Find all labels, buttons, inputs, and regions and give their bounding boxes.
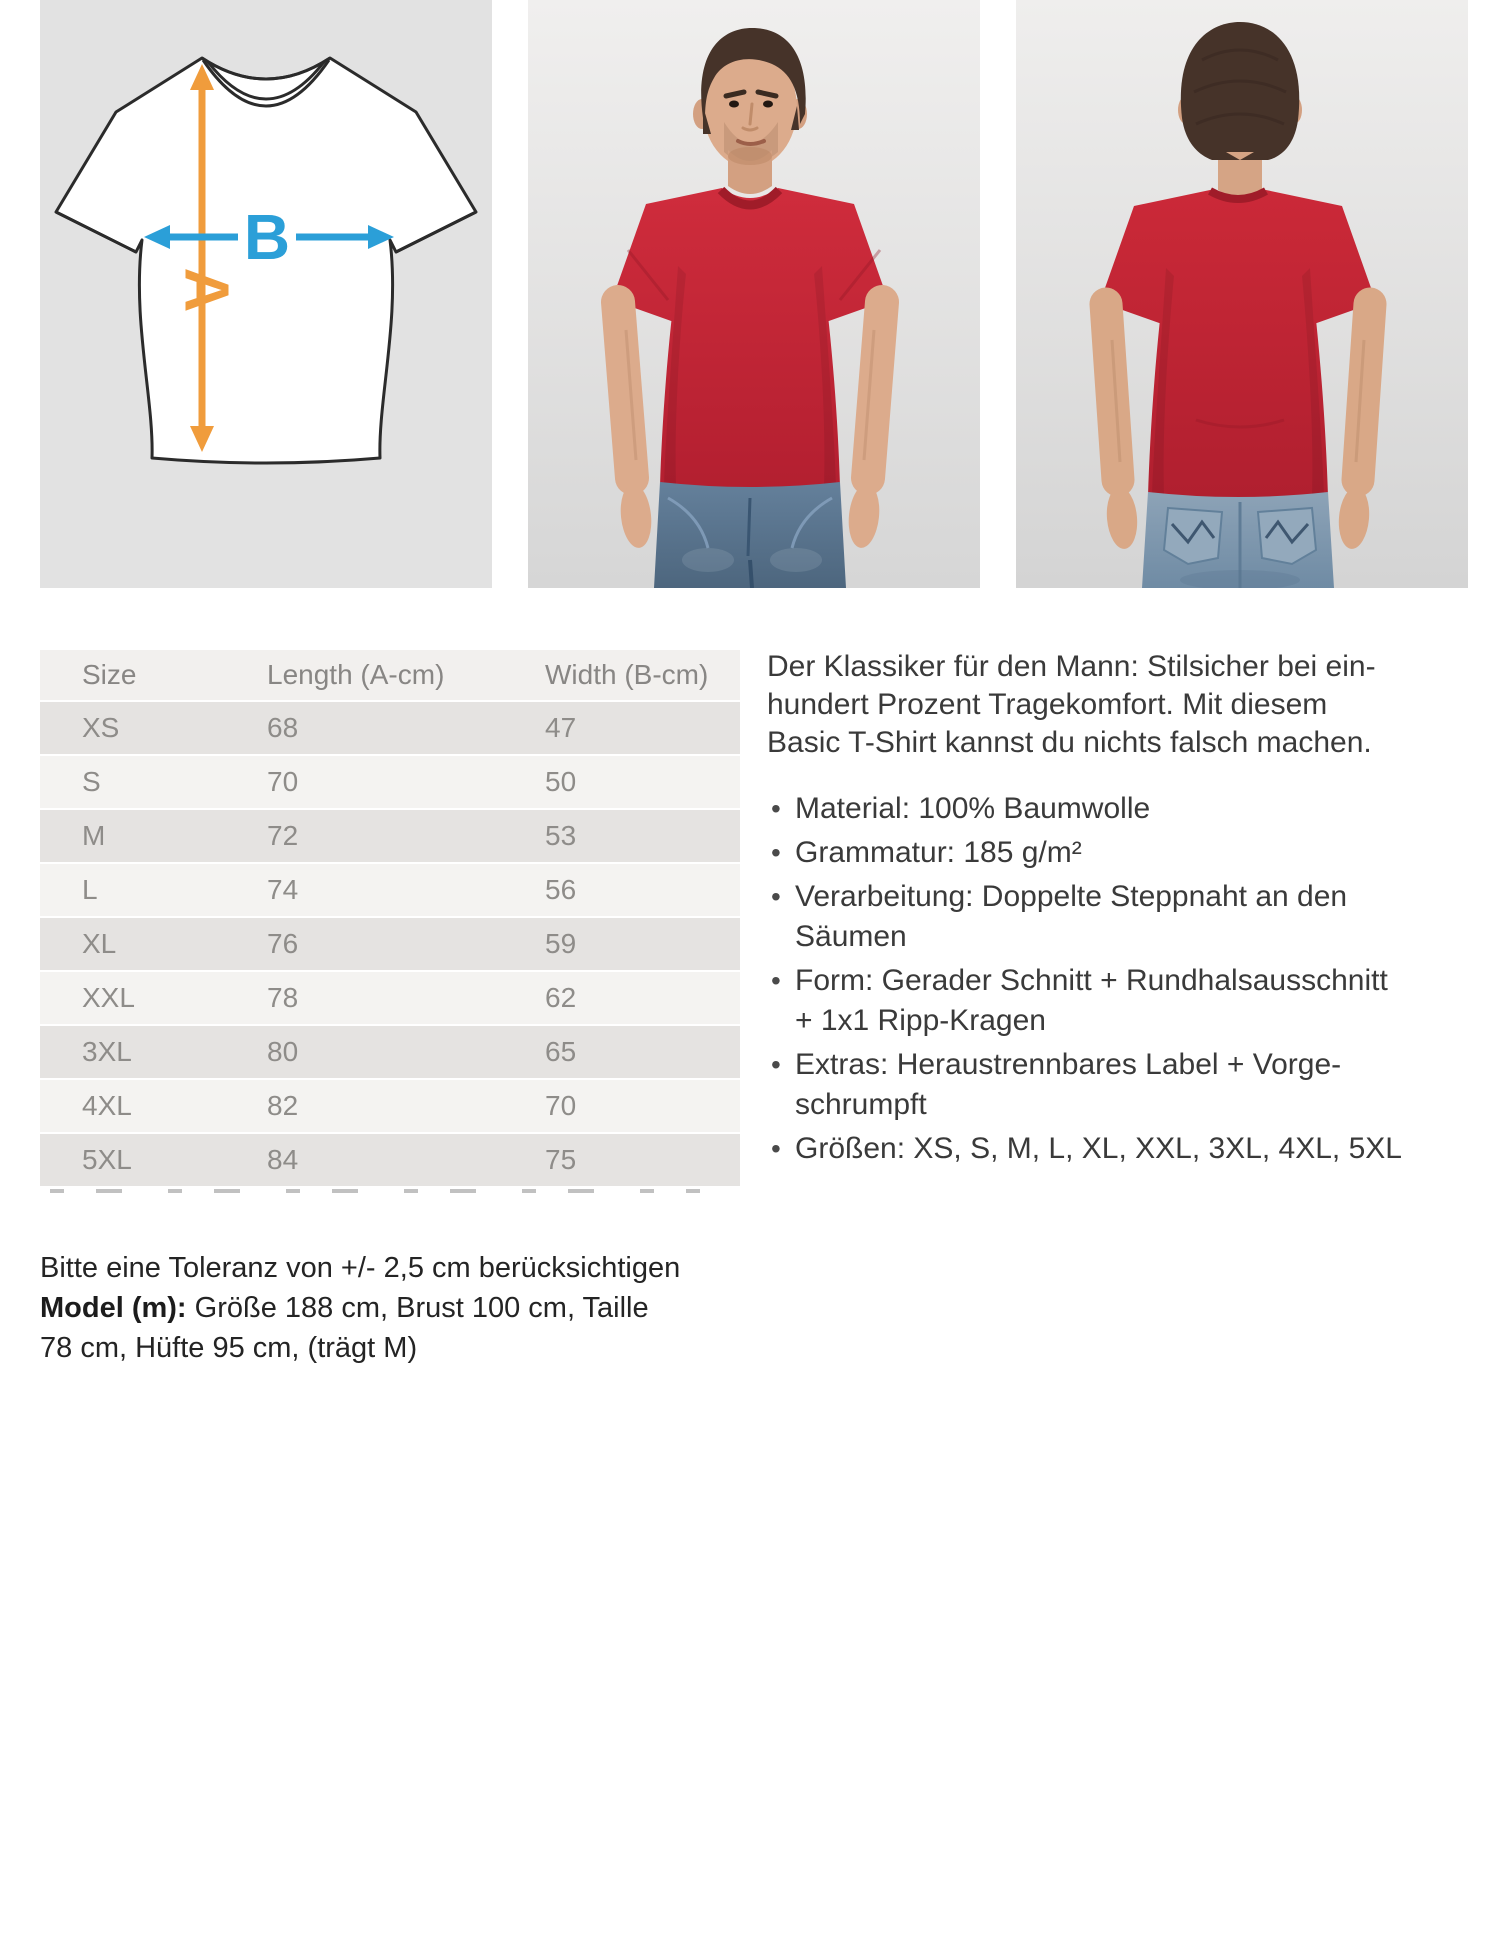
intro-line: Der Klassiker für den Mann: Stilsicher bei ein-: [767, 650, 1376, 683]
size-row: [40, 1080, 740, 1132]
feature-item: [767, 961, 1473, 1041]
feature-line: • Material: 100% Baumwolle: [795, 792, 1151, 825]
model-note-label: Model (m):: [40, 1292, 187, 1324]
model-front-photo: [528, 0, 980, 588]
size-cell: 78: [266, 972, 544, 1024]
size-cell: 59: [544, 918, 740, 970]
size-cell: 53: [544, 810, 740, 862]
size-chart-table: [40, 648, 740, 1188]
front-model: [528, 0, 980, 588]
column-header: Length (A-cm): [266, 650, 544, 700]
column-header: Size: [40, 650, 266, 700]
size-cell: 72: [266, 810, 544, 862]
product-description: [767, 648, 1473, 1169]
model-note: [40, 1288, 670, 1368]
description-intro: [767, 648, 1473, 762]
feature-line: schrumpft: [795, 1088, 927, 1121]
size-cell: 82: [266, 1080, 544, 1132]
model-note-text: Größe 188 cm, Brust 100 cm, Taille 78 cm, Hüfte 95 cm, (trägt M): [40, 1292, 649, 1364]
size-cell: 50: [544, 756, 740, 808]
diagram-label-b: B: [243, 201, 291, 273]
feature-item: [767, 833, 1473, 873]
model-back-photo: [1016, 0, 1468, 588]
feature-line: + 1x1 Ripp-Kragen: [795, 1004, 1046, 1037]
product-details: [0, 648, 1496, 1368]
size-cell: XL: [40, 918, 266, 970]
feature-line: • Grammatur: 185 g/m²: [795, 836, 1082, 869]
size-diagram-image: [40, 0, 492, 588]
feature-line: • Extras: Heraustrennbares Label + Vorge-: [795, 1048, 1342, 1081]
feature-item: [767, 789, 1473, 829]
jeans-back: [1142, 492, 1334, 588]
size-cell: 74: [266, 864, 544, 916]
feature-line: • Verarbeitung: Doppelte Steppnaht an den: [795, 880, 1348, 913]
size-cell: 62: [544, 972, 740, 1024]
size-row: [40, 810, 740, 862]
size-cell: L: [40, 864, 266, 916]
size-cell: 75: [544, 1134, 740, 1186]
tolerance-note: Bitte eine Toleranz von +/- 2,5 cm berücksichtigen: [40, 1252, 681, 1284]
size-cell: M: [40, 810, 266, 862]
feature-item: [767, 1129, 1473, 1169]
size-row: [40, 918, 740, 970]
size-row: [40, 972, 740, 1024]
column-header: Width (B-cm): [544, 650, 740, 700]
size-row: [40, 702, 740, 754]
size-cell: XXL: [40, 972, 266, 1024]
size-cell: 56: [544, 864, 740, 916]
feature-line: • Form: Gerader Schnitt + Rundhalsausschnitt: [795, 964, 1388, 997]
cropped-row-remnant: [40, 1189, 700, 1198]
size-cell: 3XL: [40, 1026, 266, 1078]
back-model: [1016, 0, 1468, 588]
size-cell: S: [40, 756, 266, 808]
size-cell: 70: [266, 756, 544, 808]
size-chart-section: [40, 648, 740, 1368]
hair-back: [1181, 22, 1299, 160]
size-row: [40, 1134, 740, 1186]
feature-line: Säumen: [795, 920, 907, 953]
size-cell: XS: [40, 702, 266, 754]
product-image-gallery: [0, 0, 1496, 588]
size-cell: 84: [266, 1134, 544, 1186]
size-cell: 68: [266, 702, 544, 754]
intro-line: hundert Prozent Tragekomfort. Mit diesem: [767, 688, 1328, 721]
size-cell: 65: [544, 1026, 740, 1078]
size-cell: 76: [266, 918, 544, 970]
size-cell: 47: [544, 702, 740, 754]
size-cell: 4XL: [40, 1080, 266, 1132]
feature-item: [767, 877, 1473, 957]
feature-item: [767, 1045, 1473, 1125]
diagram-label-a: A: [171, 267, 241, 313]
feature-list: [767, 789, 1473, 1169]
size-diagram: [40, 0, 492, 588]
size-chart-header-row: [40, 650, 740, 700]
size-row: [40, 756, 740, 808]
intro-line: Basic T-Shirt kannst du nichts falsch machen.: [767, 726, 1372, 759]
size-row: [40, 1026, 740, 1078]
feature-line: • Größen: XS, S, M, L, XL, XXL, 3XL, 4XL, 5XL: [795, 1132, 1402, 1165]
size-cell: 5XL: [40, 1134, 266, 1186]
jeans-front: [654, 482, 846, 588]
size-row: [40, 864, 740, 916]
size-cell: 70: [544, 1080, 740, 1132]
size-cell: 80: [266, 1026, 544, 1078]
